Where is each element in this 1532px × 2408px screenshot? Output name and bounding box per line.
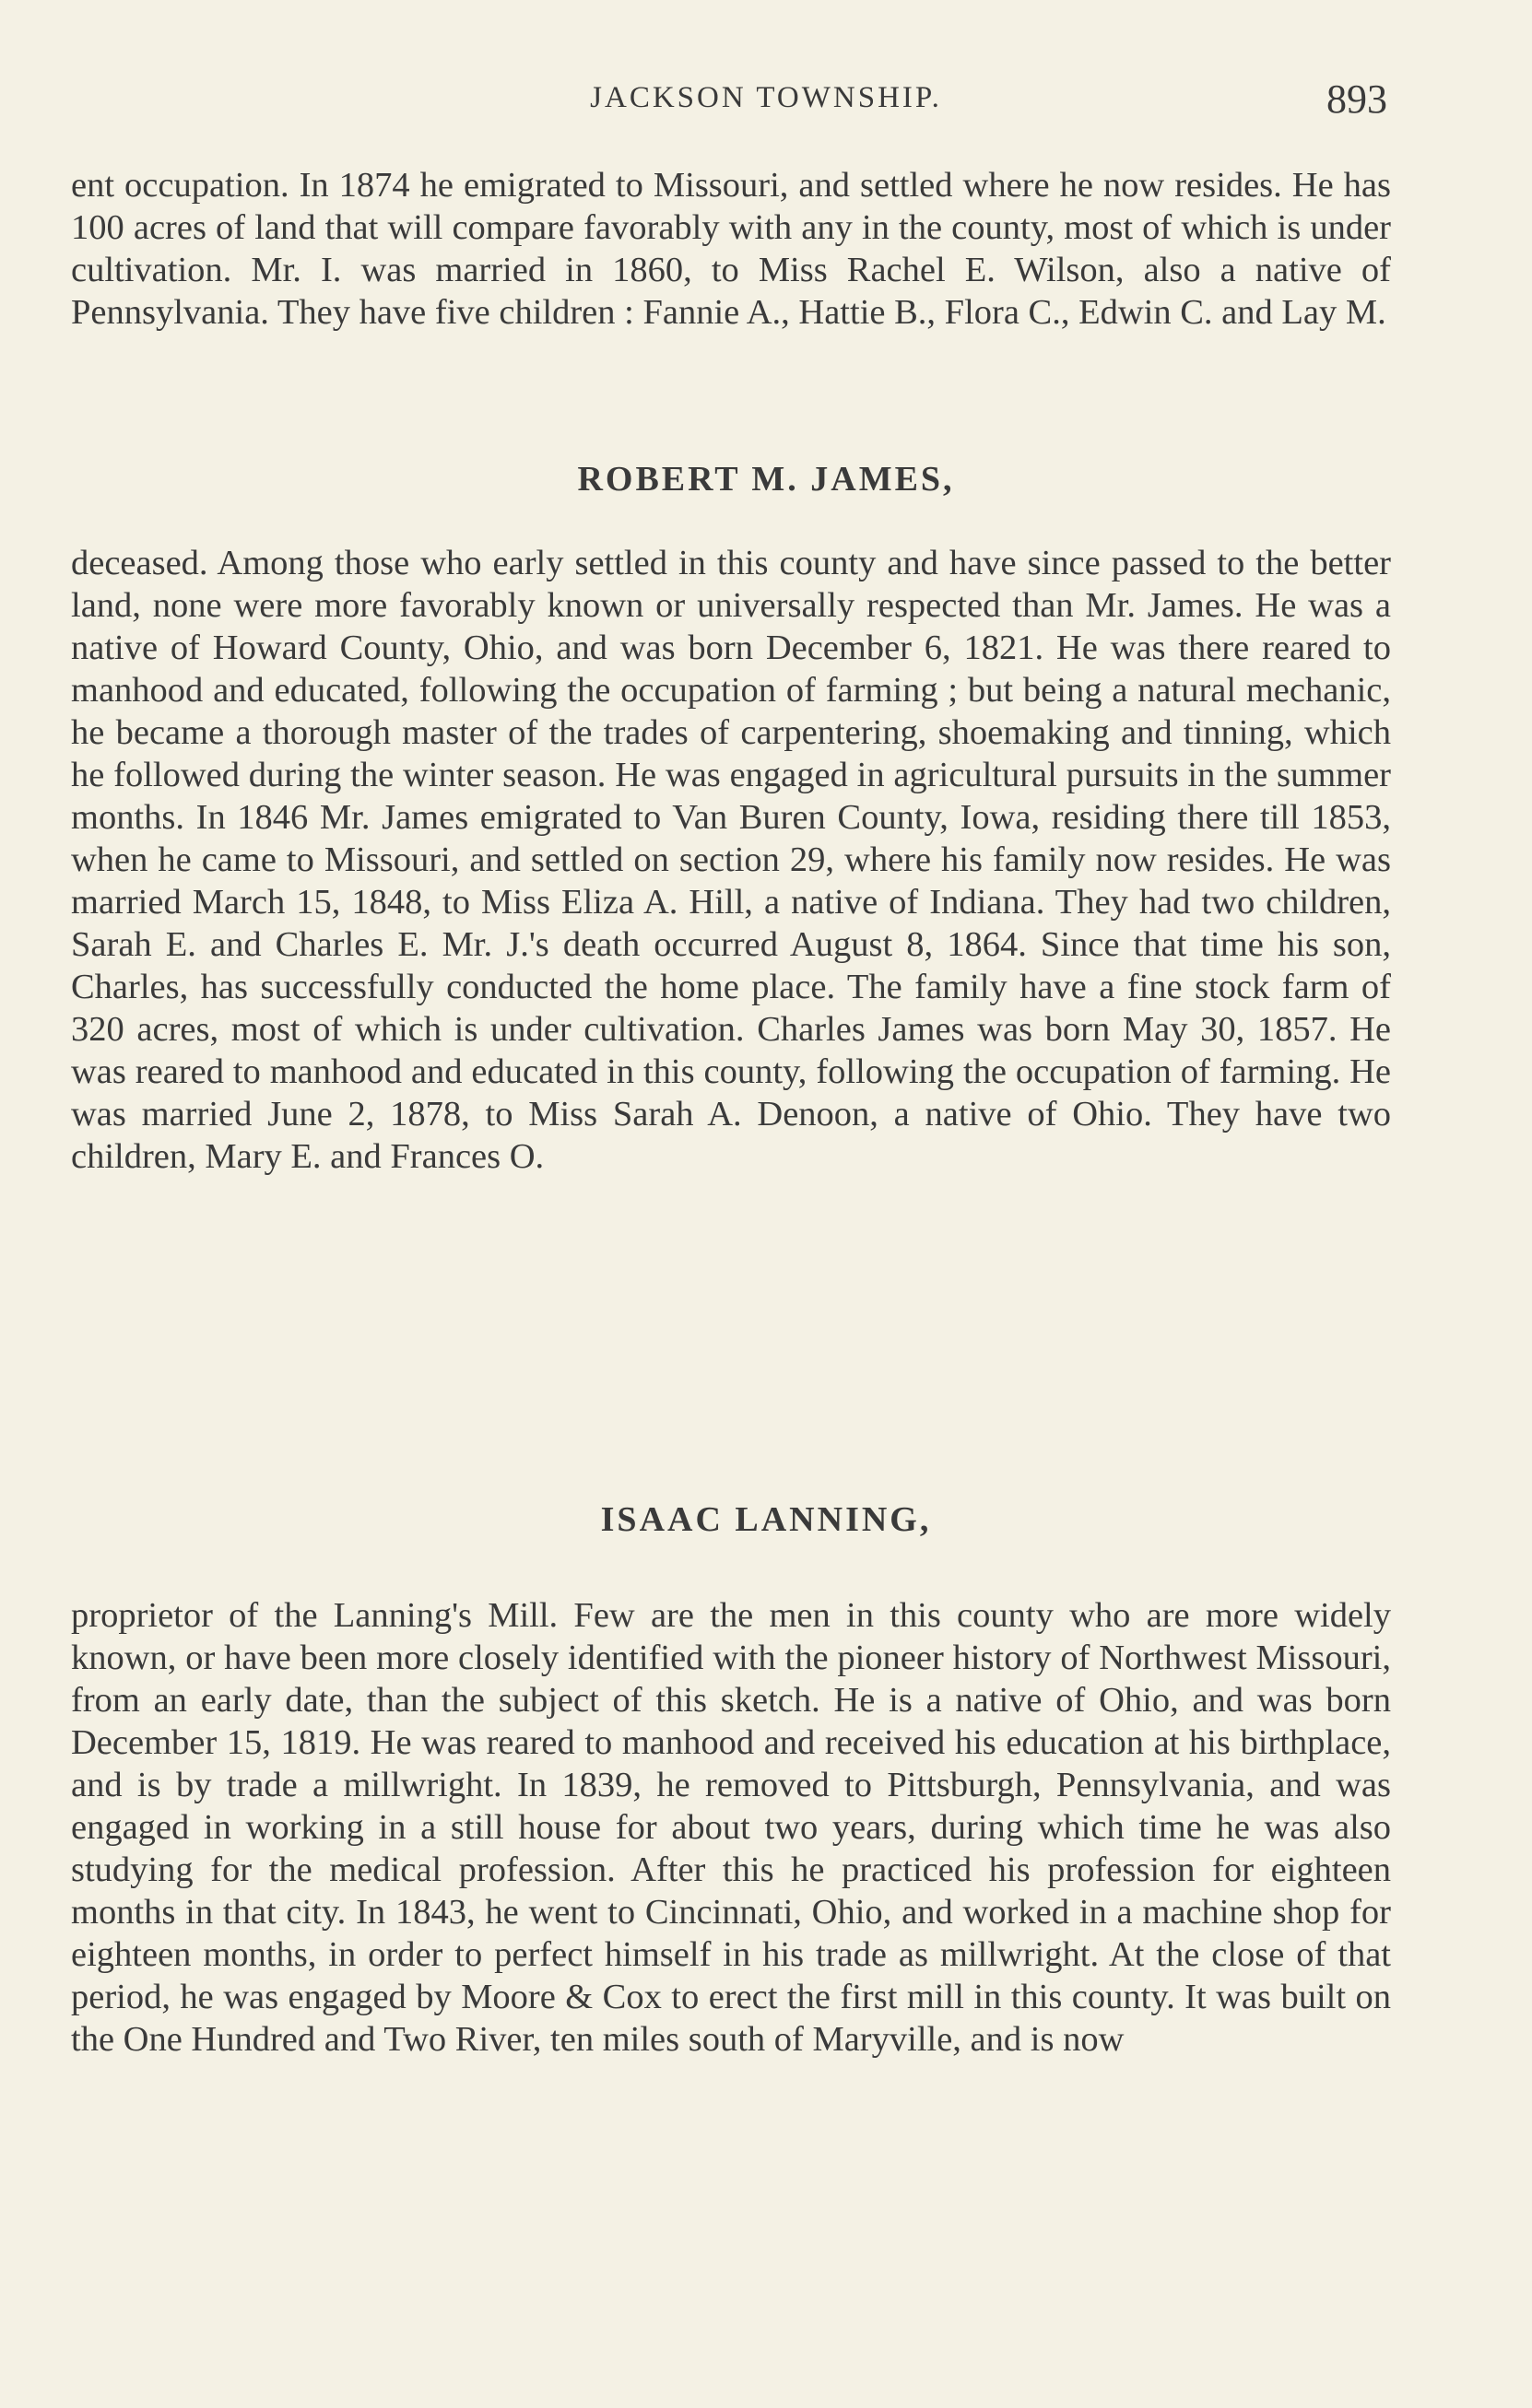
running-header <box>0 76 1532 131</box>
page-number: 893 <box>1326 76 1387 122</box>
paragraph-robert-james: deceased. Among those who early settled in this county and have since passed to the better land, none were more favorably known or universally respected than Mr. James. He was a native of Howard County, Ohio, and was born December 6, 1821. He was there reared to manhood and educated, following the occupation of farming ; but being a natural mechanic, he became a thorough master of the trades of carpentering, shoemaking and tinning, which he followed during the winter season. He was engaged in agricultural pursuits in the summer months. In 1846 Mr. James emigrated to Van Buren County, Iowa, residing there till 1853, when he came to Missouri, and settled on section 29, where his family now resides. He was married March 15, 1848, to Miss Eliza A. Hill, a native of Indiana. They had two children, Sarah E. and Charles E. Mr. J.'s death occurred August 8, 1864. Since that time his son, Charles, has successfully conducted the home place. The family have a fine stock farm of 320 acres, most of which is under cultivation. Charles James was born May 30, 1857. He was reared to manhood and educated in this county, following the occupation of farming. He was married June 2, 1878, to Miss Sarah A. Denoon, a native of Ohio. They have two children, Mary E. and Frances O. <box>71 544 1391 1176</box>
running-title: JACKSON TOWNSHIP. <box>590 81 942 114</box>
paragraph-continued: ent occupation. In 1874 he emigrated to Missouri, and settled where he now resides. He has 100 acres of land that will compare favorably with any in the county, most of which is under cultivation. Mr. I. was married in 1860, to Miss Rachel E. Wilson, also a native of Pennsylvania. They have five children : Fannie A., Hattie B., Flora C., Edwin C. and Lay M. <box>71 166 1391 332</box>
paragraph-isaac-lanning: proprietor of the Lanning's Mill. Few are the men in this county who are more widely known, or have been more closely identified with the pioneer history of Northwest Missouri, from an early date, than the subject of this sketch. He is a native of Ohio, and was born December 15, 1819. He was reared to manhood and received his education at his birthplace, and is by trade a millwright. In 1839, he removed to Pittsburgh, Pennsylvania, and was engaged in working in a still house for about two years, during which time he was also studying for the medical profession. After this he practiced his profession for eighteen months in that city. In 1843, he went to Cincinnati, Ohio, and worked in a machine shop for eighteen months, in order to perfect himself in his trade as millwright. At the close of that period, he was engaged by Moore & Cox to erect the first mill in this county. It was built on the One Hundred and Two River, ten miles south of Maryville, and is now <box>71 1596 1391 2059</box>
section-heading-robert-james: ROBERT M. JAMES, <box>577 460 955 499</box>
section-heading-isaac-lanning: ISAAC LANNING, <box>600 1500 932 1539</box>
